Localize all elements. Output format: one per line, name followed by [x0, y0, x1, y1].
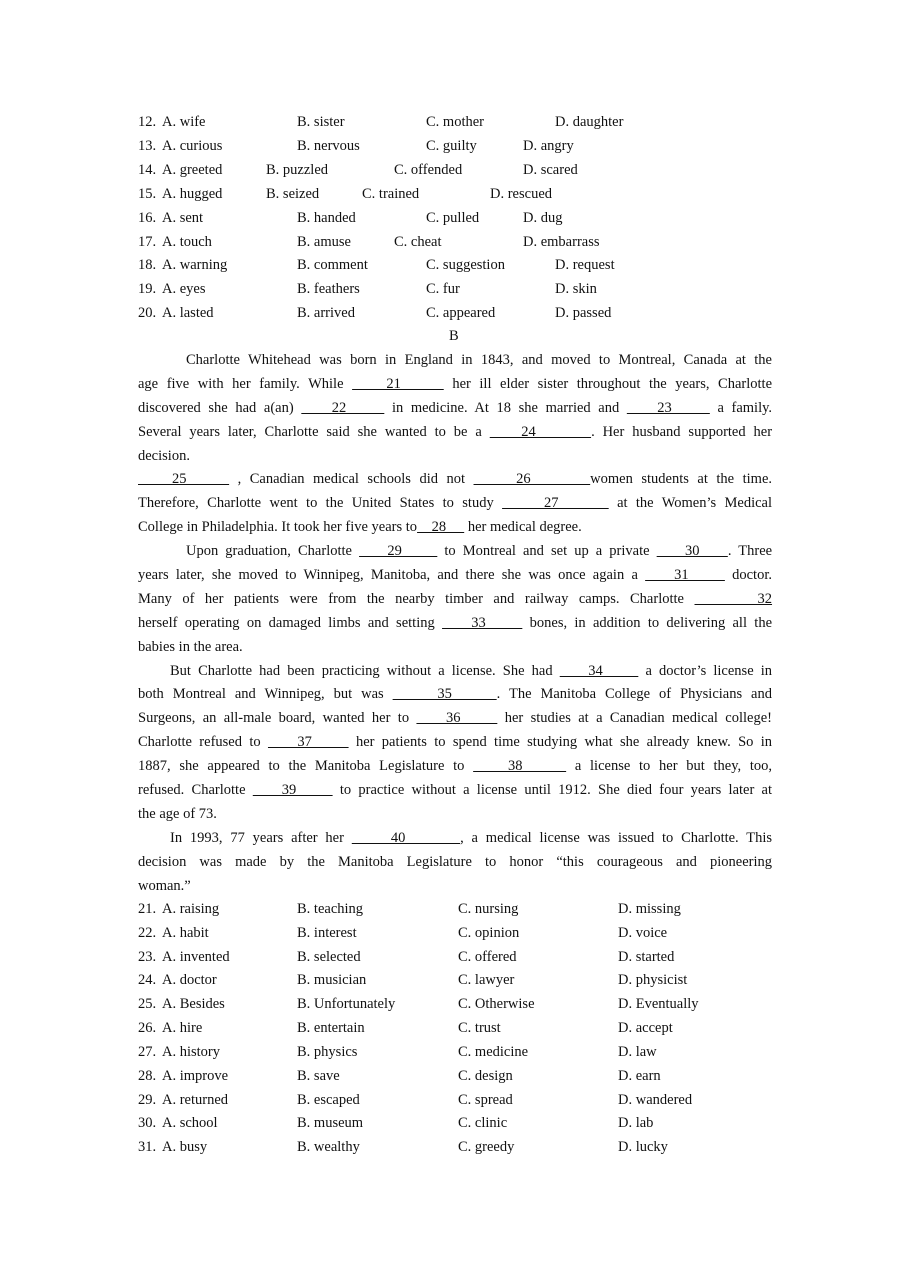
option-c: C. mother	[426, 114, 484, 130]
option-c: C. trust	[458, 1020, 501, 1036]
option-d: D. request	[555, 257, 615, 273]
question-number: 28.	[138, 1068, 157, 1084]
passage-line: both Montreal and Winnipeg, but was 35 . The Manitoba College of Physicians and	[138, 686, 772, 703]
question-number: 14.	[138, 162, 157, 178]
passage-line: College in Philadelphia. It took her five years to 28 her medical degree.	[138, 519, 582, 536]
option-c: C. lawyer	[458, 972, 515, 988]
passage-line: woman.”	[138, 877, 191, 894]
question-number: 30.	[138, 1115, 157, 1131]
blank-22[interactable]: 22	[301, 399, 385, 416]
option-d: D. accept	[618, 1020, 673, 1036]
option-a: A. raising	[162, 901, 220, 917]
option-c: C. guilty	[426, 138, 477, 154]
option-a: A. history	[162, 1044, 220, 1060]
question-number: 16.	[138, 210, 157, 226]
blank-36[interactable]: 36	[416, 710, 498, 727]
passage-line: 25 , Canadian medical schools did not 26 women students at the time.	[138, 471, 773, 488]
option-c: C. suggestion	[426, 257, 505, 273]
blank-39[interactable]: 39	[252, 782, 333, 799]
option-a: A. wife	[162, 114, 206, 130]
option-b: B. nervous	[297, 138, 360, 154]
option-b: B. sister	[297, 114, 345, 130]
option-b: B. comment	[297, 257, 368, 273]
question-number: 18.	[138, 257, 157, 273]
option-c: C. nursing	[458, 901, 519, 917]
option-b: B. arrived	[297, 305, 355, 321]
passage-line: decision was made by the Manitoba Legislature to honor “this courageous and pioneering	[138, 853, 772, 870]
option-d: D. voice	[618, 925, 668, 941]
option-b: B. selected	[297, 949, 361, 965]
question-number: 19.	[138, 281, 157, 297]
option-d: D. started	[618, 949, 675, 965]
passage-line: Several years later, Charlotte said she wanted to be a 24 . Her husband supported her	[138, 423, 773, 440]
option-c: C. appeared	[426, 305, 496, 321]
option-c: C. greedy	[458, 1139, 515, 1155]
option-c: C. trained	[362, 186, 420, 202]
option-b: B. escaped	[297, 1092, 360, 1108]
passage-line: Charlotte refused to 37 her patients to spend time studying what she already knew. So in	[138, 734, 773, 751]
option-c: C. offered	[458, 949, 517, 965]
passage-line: Charlotte Whitehead was born in England in 1843, and moved to Montreal, Canada at the	[186, 352, 772, 368]
passage-line: age five with her family. While 21 her ill elder sister throughout the years, Charlotte	[138, 375, 773, 392]
option-d: D. embarrass	[523, 234, 600, 250]
option-a: A. improve	[162, 1068, 229, 1084]
blank-29[interactable]: 29	[359, 543, 438, 560]
blank-34[interactable]: 34	[559, 662, 639, 679]
blank-21[interactable]: 21	[352, 375, 444, 392]
passage-line: But Charlotte had been practicing without a license. She had 34 a doctor’s license in	[170, 662, 773, 679]
option-b: B. entertain	[297, 1020, 365, 1036]
option-a: A. habit	[162, 925, 209, 941]
option-d: D. scared	[523, 162, 578, 178]
option-d: D. physicist	[618, 972, 688, 988]
option-d: D. lab	[618, 1115, 654, 1131]
option-b: B. puzzled	[266, 162, 329, 178]
blank-40[interactable]: 40	[351, 829, 461, 846]
passage-line: Upon graduation, Charlotte 29 to Montreal and set up a private 30 . Three	[186, 543, 773, 560]
option-d: D. daughter	[555, 114, 624, 130]
option-d: D. skin	[555, 281, 597, 297]
blank-23[interactable]: 23	[626, 399, 710, 416]
option-b: B. seized	[266, 186, 320, 202]
blank-37[interactable]: 37	[267, 734, 349, 751]
option-d: D. wandered	[618, 1092, 693, 1108]
option-d: D. dug	[523, 210, 563, 226]
blank-27[interactable]: 27	[502, 495, 609, 512]
passage-line: Surgeons, an all-male board, wanted her to 36 her studies at a Canadian medical college!	[138, 710, 772, 727]
option-a: A. hugged	[162, 186, 223, 202]
passage-line: Many of her patients were from the nearby timber and railway camps. Charlotte 32	[138, 590, 773, 607]
option-b: B. interest	[297, 925, 357, 941]
option-b: B. save	[297, 1068, 340, 1084]
option-a: A. hire	[162, 1020, 203, 1036]
section-label: B	[449, 328, 459, 344]
option-c: C. offended	[394, 162, 463, 178]
option-a: A. sent	[162, 210, 204, 226]
option-c: C. medicine	[458, 1044, 529, 1060]
option-c: C. opinion	[458, 925, 520, 941]
option-a: A. Besides	[162, 996, 225, 1012]
option-d: D. Eventually	[618, 996, 699, 1012]
option-a: A. returned	[162, 1092, 229, 1108]
question-number: 24.	[138, 972, 157, 988]
option-b: B. amuse	[297, 234, 351, 250]
option-a: A. eyes	[162, 281, 206, 297]
option-d: D. missing	[618, 901, 681, 917]
passage-line: Therefore, Charlotte went to the United States to study 27 at the Women’s Medical	[138, 495, 773, 512]
question-number: 12.	[138, 114, 157, 130]
option-d: D. passed	[555, 305, 612, 321]
question-number: 23.	[138, 949, 157, 965]
option-d: D. earn	[618, 1068, 661, 1084]
option-a: A. lasted	[162, 305, 214, 321]
option-a: A. warning	[162, 257, 228, 273]
option-a: A. curious	[162, 138, 223, 154]
option-c: C. pulled	[426, 210, 480, 226]
option-b: B. feathers	[297, 281, 360, 297]
passage-line: years later, she moved to Winnipeg, Manitoba, and there she was once again a 31 doctor.	[138, 567, 772, 584]
blank-31[interactable]: 31	[645, 567, 725, 584]
option-d: D. lucky	[618, 1139, 668, 1155]
option-a: A. invented	[162, 949, 230, 965]
question-number: 17.	[138, 234, 157, 250]
option-b: B. Unfortunately	[297, 996, 396, 1012]
option-b: B. wealthy	[297, 1139, 360, 1155]
question-number: 15.	[138, 186, 157, 202]
option-c: C. fur	[426, 281, 460, 297]
passage-line: herself operating on damaged limbs and setting 33 bones, in addition to delivering all the	[138, 614, 773, 631]
question-number: 31.	[138, 1139, 157, 1155]
blank-26[interactable]: 26	[473, 471, 591, 488]
option-c: C. spread	[458, 1092, 513, 1108]
option-d: D. rescued	[490, 186, 553, 202]
option-c: C. design	[458, 1068, 513, 1084]
question-number: 22.	[138, 925, 157, 941]
option-c: C. Otherwise	[458, 996, 535, 1012]
option-c: C. cheat	[394, 234, 442, 250]
option-a: A. greeted	[162, 162, 223, 178]
passage-line: the age of 73.	[138, 805, 217, 822]
blank-32[interactable]: 32	[694, 590, 773, 607]
blank-24[interactable]: 24	[489, 423, 592, 440]
option-c: C. clinic	[458, 1115, 508, 1131]
option-a: A. school	[162, 1115, 218, 1131]
passage-line: discovered she had a(an) 22 in medicine. At 18 she married and 23 a family.	[138, 399, 773, 416]
option-b: B. musician	[297, 972, 367, 988]
question-number: 26.	[138, 1020, 157, 1036]
option-a: A. doctor	[162, 972, 217, 988]
option-b: B. physics	[297, 1044, 358, 1060]
passage-line: decision.	[138, 447, 190, 464]
passage-line: In 1993, 77 years after her 40 , a medical license was issued to Charlotte. This	[170, 829, 773, 846]
passage-line: babies in the area.	[138, 638, 243, 655]
question-number: 21.	[138, 901, 157, 917]
blank-38[interactable]: 38	[473, 758, 567, 775]
option-a: A. touch	[162, 234, 212, 250]
option-b: B. handed	[297, 210, 356, 226]
option-a: A. busy	[162, 1139, 208, 1155]
question-number: 29.	[138, 1092, 157, 1108]
blank-25[interactable]: 25	[138, 471, 230, 488]
option-b: B. museum	[297, 1115, 364, 1131]
blank-35[interactable]: 35	[392, 686, 497, 703]
option-b: B. teaching	[297, 901, 364, 917]
question-number: 25.	[138, 996, 157, 1012]
passage-line: refused. Charlotte 39 to practice without a license until 1912. She died four years later at	[138, 782, 773, 799]
question-number: 20.	[138, 305, 157, 321]
passage-line: 1887, she appeared to the Manitoba Legislature to 38 a license to her but they, too,	[138, 758, 773, 775]
question-number: 27.	[138, 1044, 157, 1060]
option-d: D. law	[618, 1044, 657, 1060]
option-d: D. angry	[523, 138, 574, 154]
passage	[138, 349, 772, 898]
blank-30[interactable]: 30	[656, 543, 728, 560]
blank-33[interactable]: 33	[442, 614, 523, 631]
blank-28[interactable]: 28	[417, 519, 465, 536]
question-number: 13.	[138, 138, 157, 154]
